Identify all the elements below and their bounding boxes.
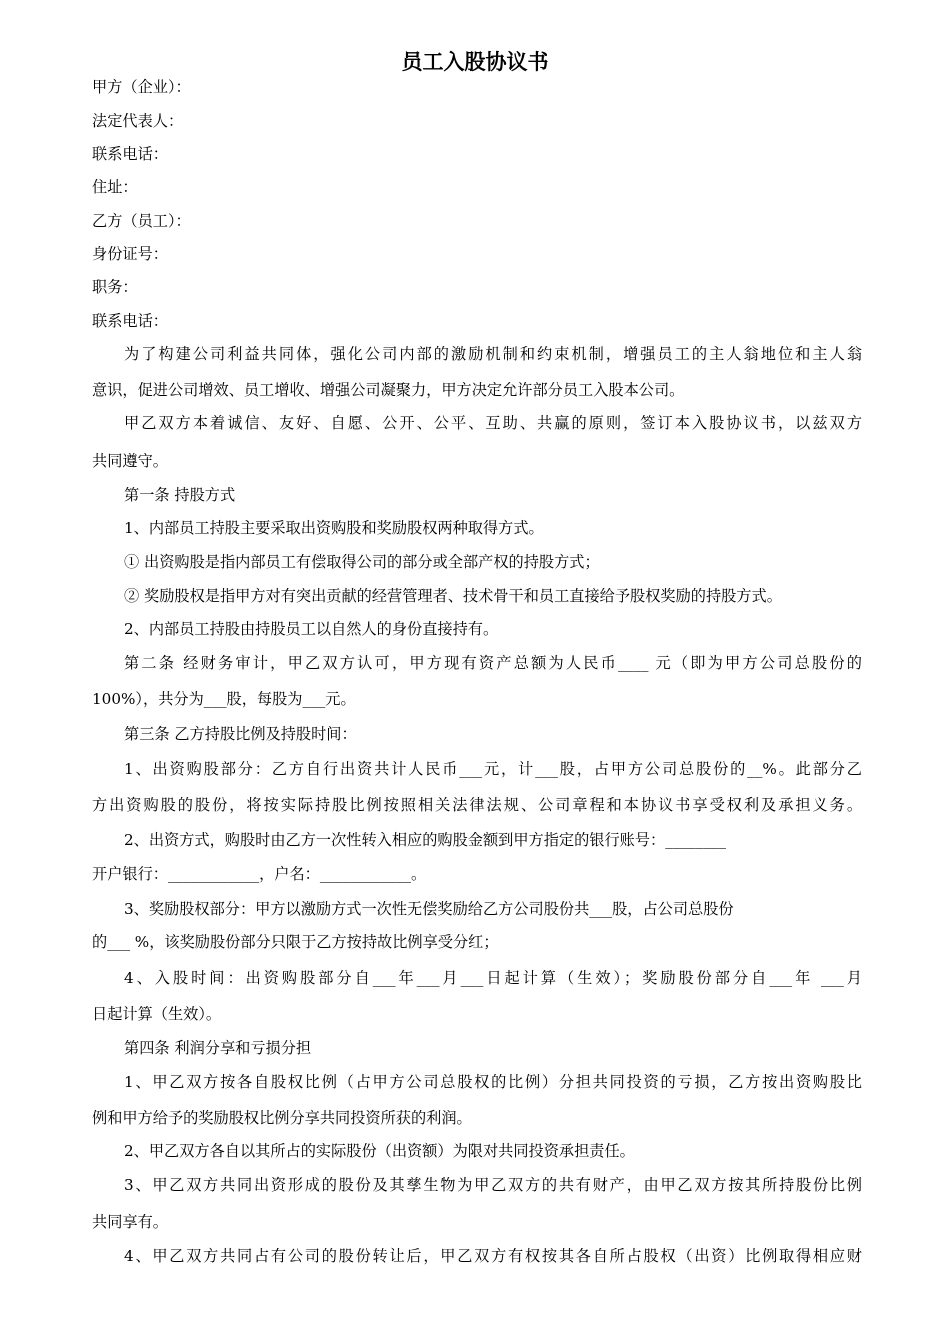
party-a-label: 甲方（企业）： [92, 78, 191, 96]
clause-line: 4、入股时间：出资购股部分自___年___月___日起计算（生效）；奖励股份部分自___年 ___月 [124, 969, 862, 987]
preamble-line: 甲乙双方本着诚信、友好、自愿、公开、公平、互助、共赢的原则，签订本入股协议书，以兹双方 [124, 414, 862, 432]
clause-line: 3、甲乙双方共同出资形成的股份及其孳生物为甲乙双方的共有财产，由甲乙双方按其所持股份比例 [124, 1176, 862, 1194]
clause-line: 3、奖励股权部分：甲方以激励方式一次性无偿奖励给乙方公司股份共___股，占公司总股份 [124, 900, 734, 918]
address-label: 住址： [92, 178, 138, 196]
party-a-phone-label: 联系电话： [92, 145, 168, 163]
clause-line: 方出资购股的股份，将按实际持股比例按照相关法律法规、公司章程和本协议书享受权利及承担义务。 [92, 796, 862, 814]
article-heading: 第三条 乙方持股比例及持股时间： [124, 725, 357, 743]
position-label: 职务： [92, 278, 138, 296]
preamble-line: 为了构建公司利益共同体，强化公司内部的激励机制和约束机制，增强员工的主人翁地位和主人翁 [124, 345, 862, 363]
clause-line: 1、出资购股部分：乙方自行出资共计人民币___元，计___股，占甲方公司总股份的__%。此部分乙 [124, 760, 862, 778]
clause-line: 例和甲方给予的奖励股权比例分享共同投资所获的利润。 [92, 1109, 472, 1127]
clause-line: 共同享有。 [92, 1213, 168, 1231]
legal-representative-label: 法定代表人： [92, 112, 184, 130]
clause-line: 4、甲乙双方共同占有公司的股份转让后，甲乙双方有权按其各自所占股权（出资）比例取得相应财 [124, 1247, 862, 1265]
article-line: 100%），共分为___股，每股为___元。 [92, 690, 356, 708]
party-b-label: 乙方（员工）： [92, 212, 191, 230]
clause-line: 2、甲乙双方各自以其所占的实际股份（出资额）为限对共同投资承担责任。 [124, 1142, 635, 1160]
clause-line: 的___ %，该奖励股份部分只限于乙方按持故比例享受分红； [92, 933, 499, 951]
article-heading: 第四条 利润分享和亏损分担 [124, 1039, 312, 1057]
clause-line: ② 奖励股权是指甲方对有突出贡献的经营管理者、技术骨干和员工直接给予股权奖励的持股方式。 [124, 587, 782, 605]
clause-line: 1、内部员工持股主要采取出资购股和奖励股权两种取得方式。 [124, 519, 544, 537]
preamble-line: 意识，促进公司增效、员工增收、增强公司凝聚力，甲方决定允许部分员工入股本公司。 [92, 381, 685, 399]
clause-line: 2、内部员工持股由持股员工以自然人的身份直接持有。 [124, 620, 499, 638]
party-b-phone-label: 联系电话： [92, 312, 168, 330]
clause-line: 日起计算（生效）。 [92, 1005, 222, 1023]
id-number-label: 身份证号： [92, 245, 168, 263]
clause-line: 开户银行：____________，户名：____________。 [92, 865, 427, 883]
clause-line: 1、甲乙双方按各自股权比例（占甲方公司总股权的比例）分担共同投资的亏损，乙方按出资购股比 [124, 1073, 862, 1091]
preamble-line: 共同遵守。 [92, 452, 168, 470]
article-heading: 第一条 持股方式 [124, 486, 236, 504]
document-title: 员工入股协议书 [401, 50, 549, 74]
clause-line: ① 出资购股是指内部员工有偿取得公司的部分或全部产权的持股方式； [124, 553, 600, 571]
article-line: 第二条 经财务审计，甲乙双方认可，甲方现有资产总额为人民币____ 元（即为甲方公司总股份的 [124, 654, 862, 672]
clause-line: 2、出资方式，购股时由乙方一次性转入相应的购股金额到甲方指定的银行账号：________ [124, 831, 726, 849]
